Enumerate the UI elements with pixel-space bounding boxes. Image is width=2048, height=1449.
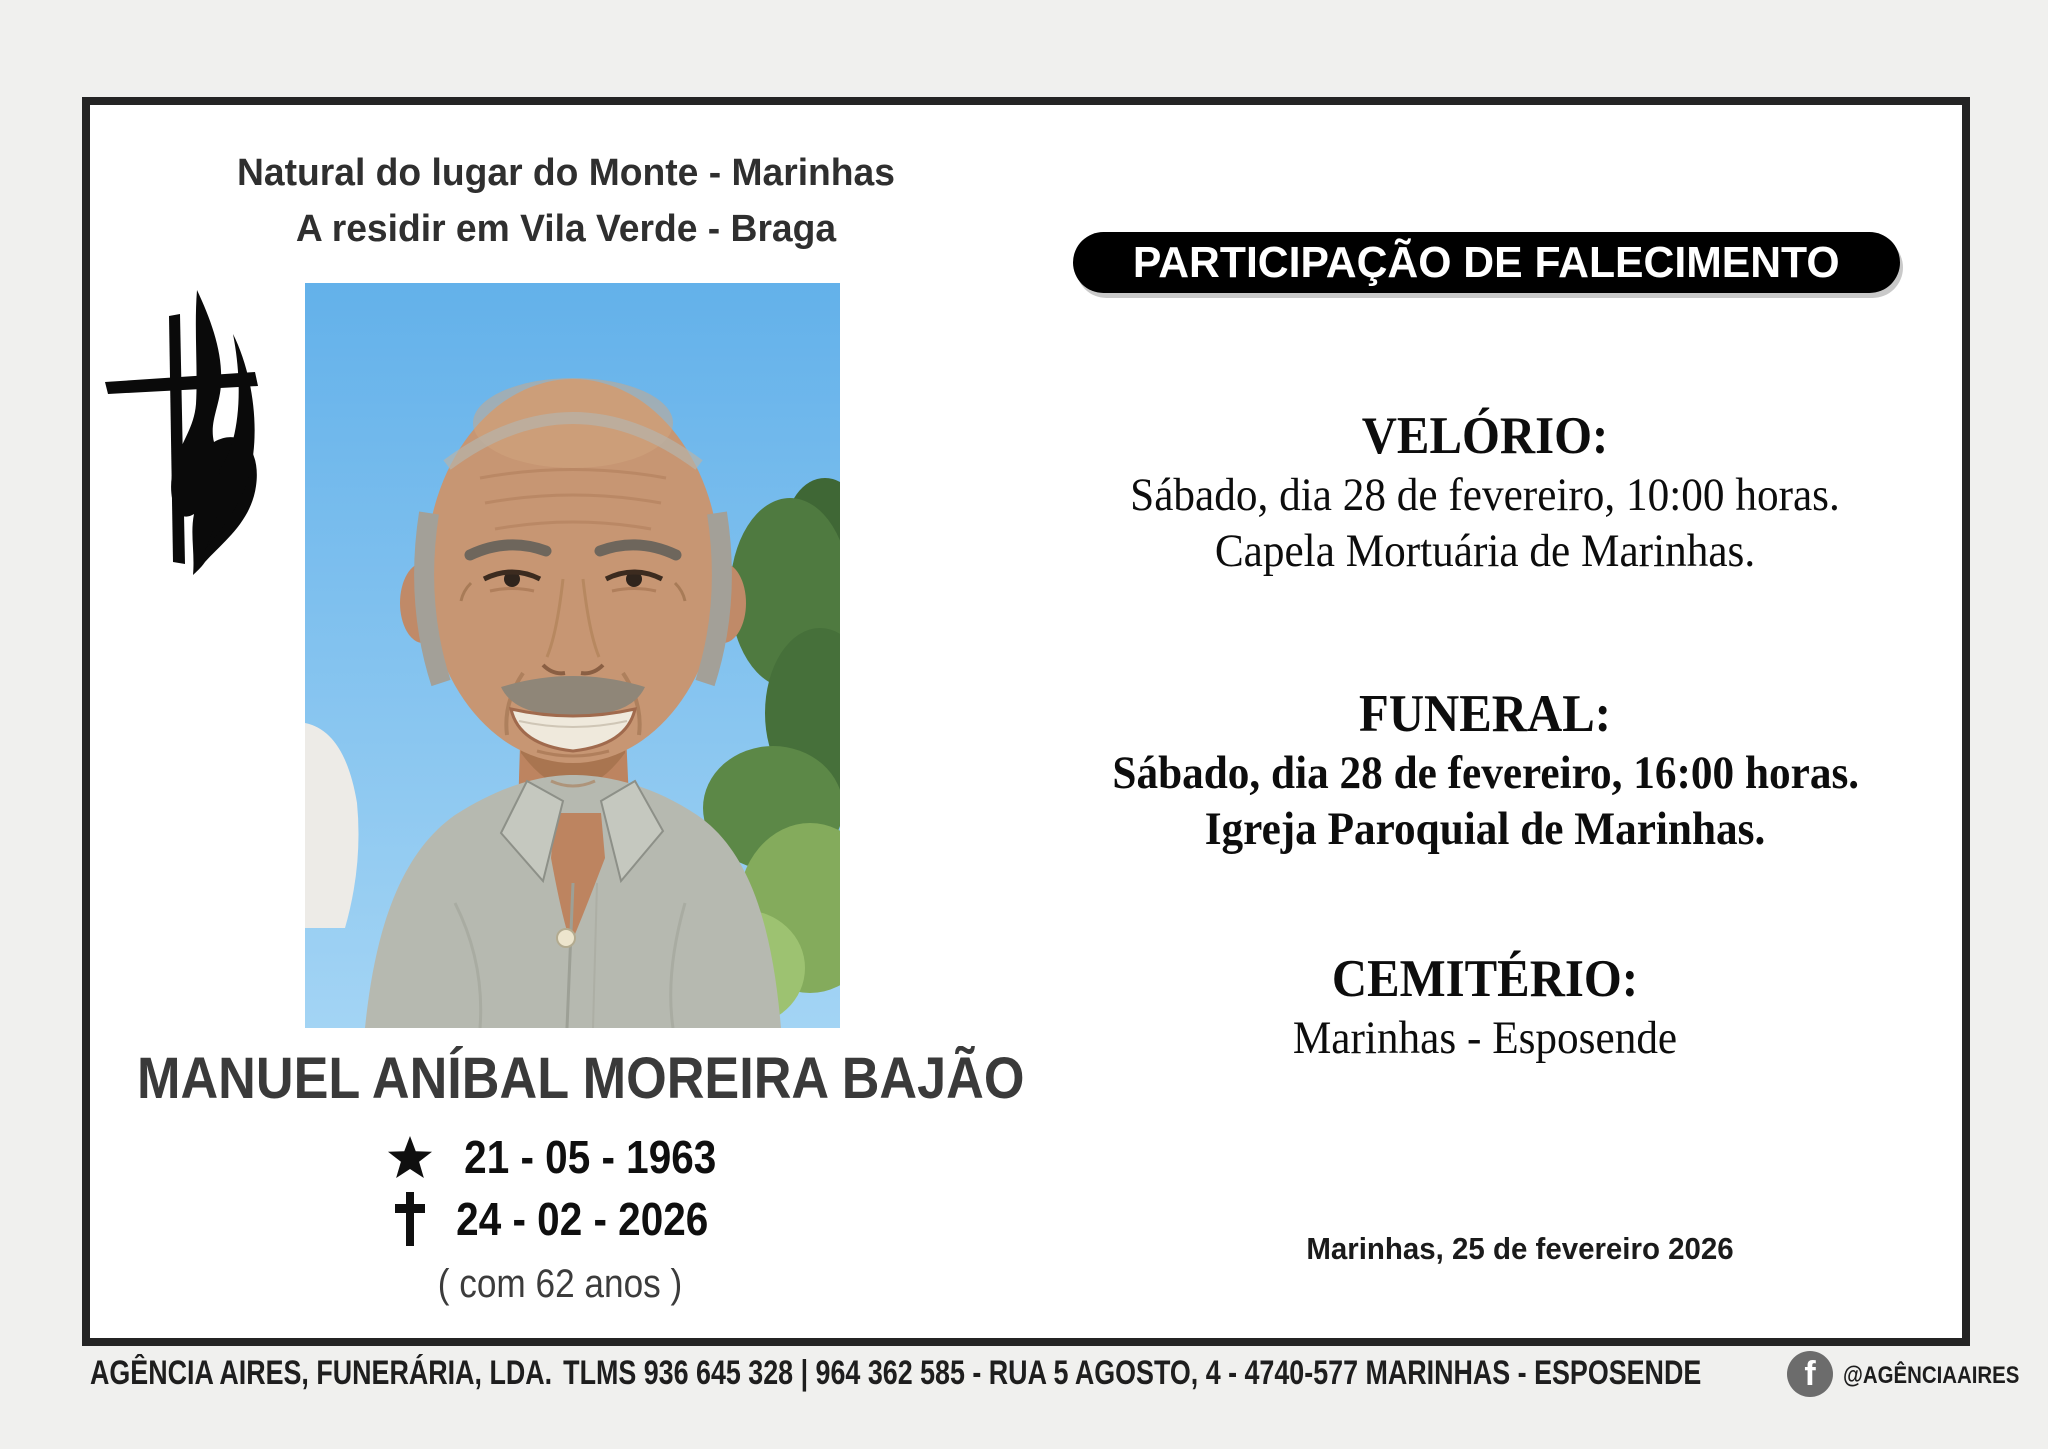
section-velorio xyxy=(1112,405,1857,579)
footer-agency-line xyxy=(90,1354,1701,1393)
facebook-handle: @AGÊNCIAAIRES xyxy=(1843,1362,2020,1389)
section-funeral xyxy=(1112,683,1860,857)
deceased-photo xyxy=(305,283,840,1028)
cemiterio-line-1: Marinhas - Esposende xyxy=(1292,1012,1678,1064)
banner-participacao xyxy=(1073,232,1900,293)
death-date: 24 - 02 - 2026 xyxy=(455,1193,709,1245)
death-date-row xyxy=(90,1189,1030,1249)
star-icon xyxy=(387,1135,433,1179)
origin-line-1: Natural do lugar do Monte - Marinhas xyxy=(237,152,895,194)
velorio-title: VELÓRIO: xyxy=(1361,407,1609,465)
agency-contact: TLMS 936 645 328 | 964 362 585 - RUA 5 AGOSTO, 4 - 4740-577 MARINHAS - ESPOSENDE xyxy=(563,1354,1702,1392)
dateline: Marinhas, 25 de fevereiro 2026 xyxy=(1306,1231,1734,1266)
birth-date: 21 - 05 - 1963 xyxy=(463,1131,717,1183)
funeral-line-2: Igreja Paroquial de Marinhas. xyxy=(1204,803,1766,855)
velorio-line-2: Capela Mortuária de Marinhas. xyxy=(1214,525,1756,577)
funeral-title: FUNERAL: xyxy=(1359,685,1611,743)
cemiterio-title: CEMITÉRIO: xyxy=(1331,950,1639,1008)
funeral-line-1: Sábado, dia 28 de fevereiro, 16:00 horas. xyxy=(1112,747,1860,799)
cross-and-flame-icon xyxy=(105,290,268,575)
deceased-name: MANUEL ANÍBAL MOREIRA BAJÃO xyxy=(137,1046,1025,1111)
origin-text xyxy=(174,145,958,257)
latin-cross-icon xyxy=(395,1192,425,1246)
age-note: ( com 62 anos ) xyxy=(437,1262,683,1306)
banner-label: PARTICIPAÇÃO DE FALECIMENTO xyxy=(1133,237,1840,287)
announcement-card xyxy=(82,97,1970,1346)
origin-line-2: A residir em Vila Verde - Braga xyxy=(295,208,837,250)
agency-name: AGÊNCIA AIRES, FUNERÁRIA, LDA. xyxy=(90,1354,553,1392)
birth-date-row xyxy=(90,1129,1030,1185)
velorio-line-1: Sábado, dia 28 de fevereiro, 10:00 horas. xyxy=(1130,469,1840,521)
section-cemiterio xyxy=(1112,948,1857,1066)
facebook-icon: f xyxy=(1787,1351,1833,1397)
